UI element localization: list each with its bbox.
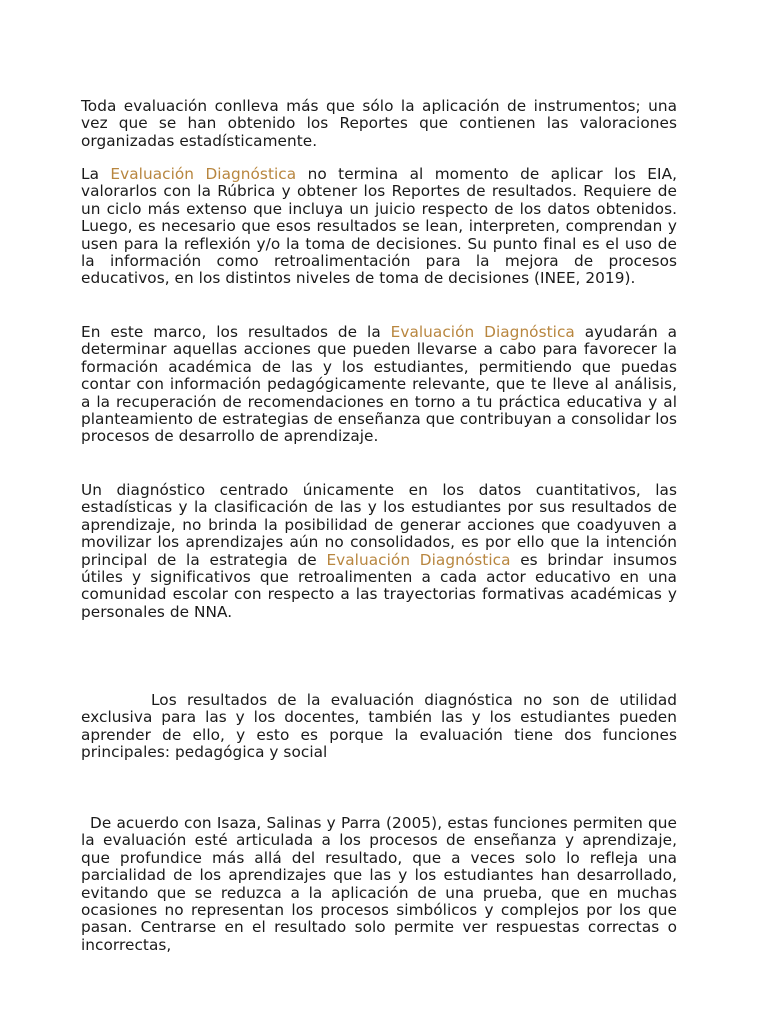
paragraph-cycle-body: no termina al momento de aplicar los EIA, valorarlos con la Rúbrica y obtener los Reportes de resultados. Requiere de un ciclo más extenso que incluya un juicio respecto de los datos obtenidos. Luego, es necesario que esos resultados se lean, interpreten, comprendan y usen para la reflexión y/o la toma de decisiones. Su punto final es el uso de la información como retroalimentación para la mejora de procesos educativos, en los distintos niveles de toma de decisiones (INEE, 2019). (81, 165, 677, 288)
paragraph-framework-lead: En este marco, los resultados de la (81, 323, 391, 341)
evaluacion-diagnostica-link[interactable]: Evaluación Diagnóstica (110, 165, 297, 183)
paragraph-diagnosis-lead: Un diagnóstico centrado únicamente en los datos cuantitativos, las estadísticas y la clasificación de las y los estudiantes por sus resultados de aprendizaje, no brinda la posibilidad de generar acciones que coadyuven a movilizar los aprendizajes aún no consolidados, es por ello que la intención principal de la estrategia de (81, 481, 677, 569)
paragraph-diagnosis-body: es brindar insumos útiles y significativos que retroalimenten a cada actor educativo en una comunidad escolar con respecto a las trayectorias formativas académicas y personales de NNA. (81, 550, 677, 621)
paragraph-isaza: De acuerdo con Isaza, Salinas y Parra (2005), estas funciones permiten que la evaluación esté articulada a los procesos de enseñanza y aprendizaje, que profundice más allá del resultado, que a veces solo lo refleja una parcialidad de los aprendizajes que las y los estudiantes han desarrollado, evitando que se reduzca a la aplicación de una prueba, que en muchas ocasiones no representan los procesos simbólicos y complejos por los que pasan. Centrarse en el resultado solo permite ver respuestas correctas o incorrectas, (81, 814, 677, 954)
evaluacion-diagnostica-link[interactable]: Evaluación Diagnóstica (326, 550, 511, 569)
paragraph-cycle (81, 166, 677, 288)
paragraph-framework-body: ayudarán a determinar aquellas acciones que pueden llevarse a cabo para favorecer la formación académica de las y los estudiantes, permitiendo que puedas contar con información pedagógicamente relevante, que te lleve al análisis, a la recuperación de recomendaciones en torno a tu práctica educativa y al planteamiento de estrategias de enseñanza que contribuyan a consolidar los procesos de desarrollo de aprendizaje. (81, 323, 678, 446)
paragraph-functions: Los resultados de la evaluación diagnóstica no son de utilidad exclusiva para las y los docentes, también las y los estudiantes pueden aprender de ello, y esto es porque la evaluación tiene dos funciones principales: pedagógica y social (81, 691, 677, 762)
paragraph-intro: Toda evaluación conlleva más que sólo la aplicación de instrumentos; una vez que se han obtenido los Reportes que contienen las valoraciones organizadas estadísticamente. (81, 97, 677, 150)
paragraph-framework (81, 324, 677, 446)
paragraph-diagnosis (81, 482, 677, 621)
evaluacion-diagnostica-link[interactable]: Evaluación Diagnóstica (390, 323, 575, 341)
paragraph-cycle-lead: La (81, 165, 111, 183)
